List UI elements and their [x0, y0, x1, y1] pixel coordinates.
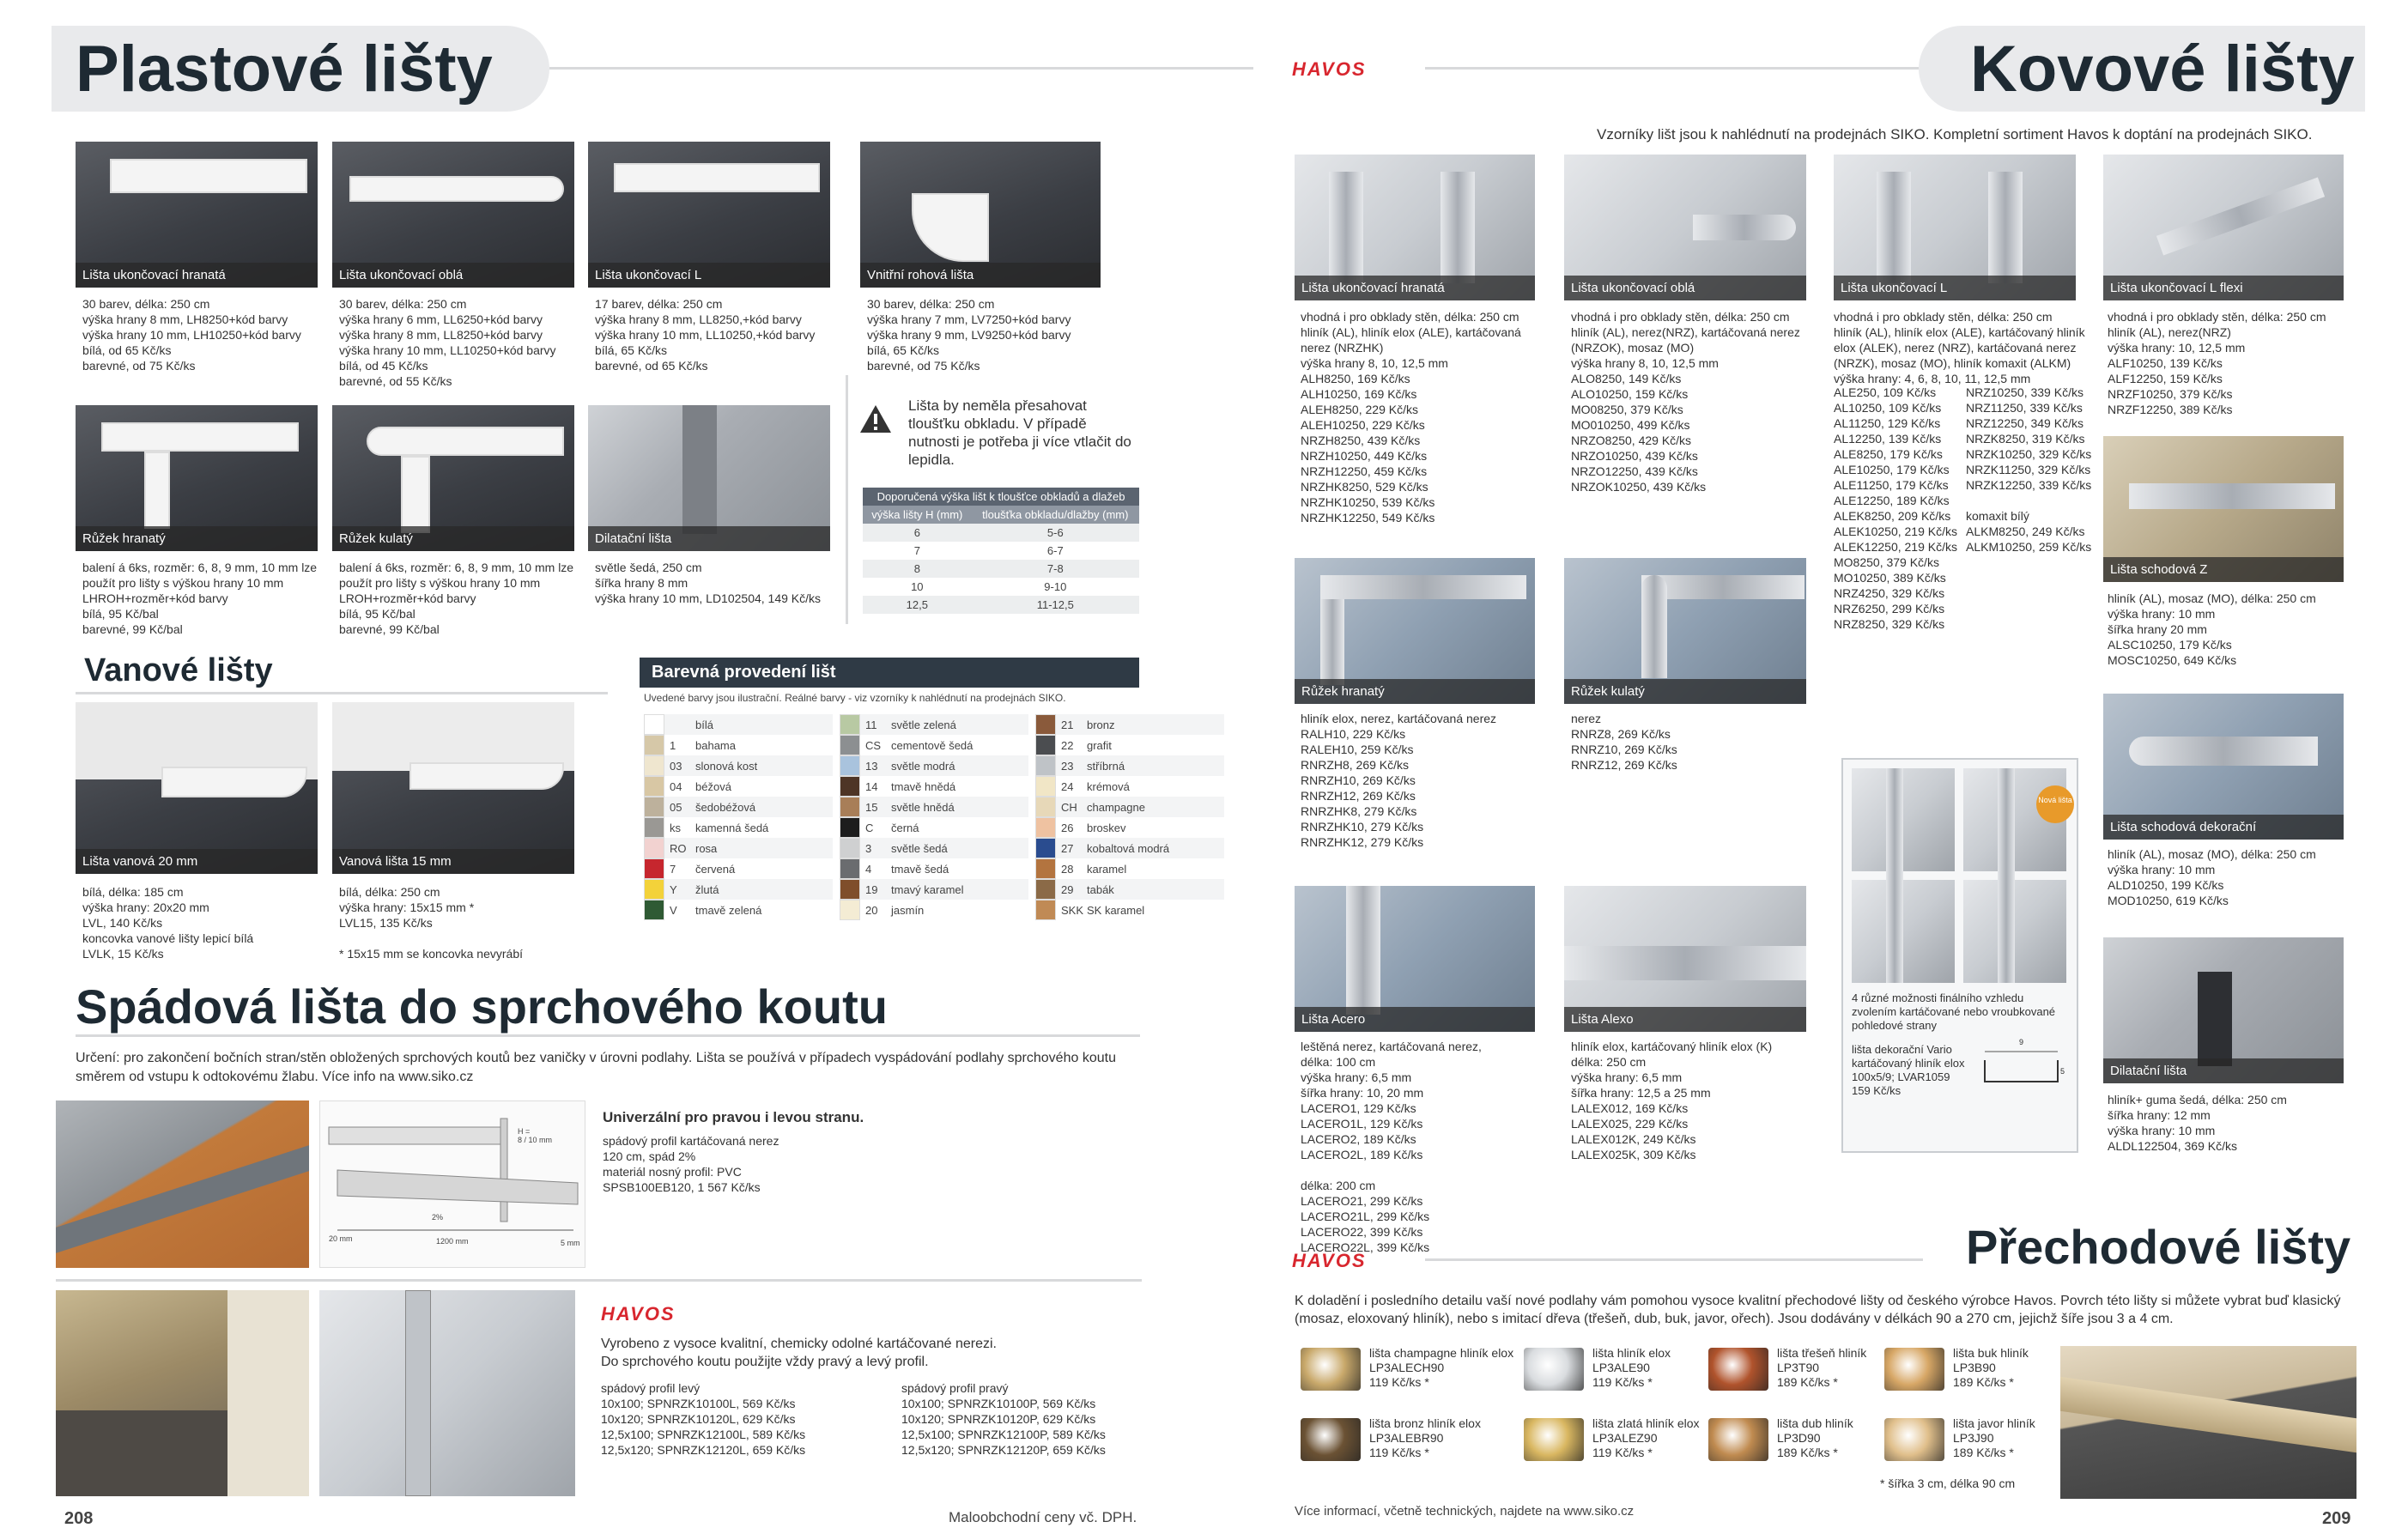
color-swatch — [644, 817, 664, 838]
color-name: tmavě hnědá — [891, 779, 956, 793]
color-cell — [840, 776, 1028, 797]
color-swatch — [644, 838, 664, 858]
color-cell — [1035, 797, 1224, 817]
color-code: 4 — [865, 862, 872, 876]
color-name: cementově šedá — [891, 738, 974, 752]
color-code: 21 — [1061, 718, 1074, 731]
color-code: 13 — [865, 759, 878, 773]
metal-desc-1: vhodná i pro obklady stěn, délka: 250 cm hliník (AL), hliník elox (ALE), kartáčovaná nerez (NRZHK) výška hrany 8, 10, 12,5 mm ALH8250, 169 Kč/ks ALH10250, 169 Kč/ks ALEH8250, 229 Kč/ks ALEH10250, 229 Kč/ks NRZH8250, 439 Kč/ks NRZH10250, 449 Kč/ks NRZH12250, 459 Kč/ks NRZHK8250, 529 Kč/ks NRZHK10250, 539 Kč/ks NRZHK12250, 549 Kč/ks — [1301, 310, 1521, 524]
color-cell — [1035, 735, 1224, 755]
color-swatch — [840, 735, 860, 755]
color-name: tmavý karamel — [891, 882, 964, 896]
rec-cell: 10 — [911, 580, 924, 593]
color-cell — [644, 879, 833, 900]
product-photo-2 — [332, 142, 574, 288]
title-rule — [549, 67, 1253, 70]
metal-photo-7 — [1834, 155, 2076, 300]
diagram-label-a: 20 mm — [329, 1234, 353, 1243]
spadova-diagram — [319, 1100, 585, 1268]
new-badge: Nová lišta — [2036, 785, 2074, 823]
color-cell — [840, 714, 1028, 735]
color-row — [644, 858, 1224, 879]
color-swatch — [840, 797, 860, 817]
spadova-havos-text: Vyrobeno z vysoce kvalitní, chemicky odolné kartáčované nerezi. Do sprchového koutu použijte vždy pravý a levý profil. — [601, 1337, 997, 1369]
transition-swatch — [1884, 1418, 1944, 1461]
prechodove-photo — [2060, 1346, 2356, 1499]
color-swatch — [1035, 714, 1056, 735]
color-name: světle zelená — [891, 718, 956, 731]
product-caption: Růžek hranatý — [76, 526, 318, 551]
spadova-photo-1 — [56, 1100, 309, 1268]
color-name: grafit — [1087, 738, 1112, 752]
color-swatch — [840, 838, 860, 858]
vertical-rule — [846, 375, 848, 624]
prechodove-intro: K doladění i posledního detailu vaší nové podlahy vám pomohou vysoce kvalitní přechodové lišty od českého výrobce Havos. Povrch této lišty si můžete vybrat buď klasický (mosaz, eloxovaný hliník), nebo s imitací dřeva (třešeň, dub, buk, javor, ořech). Jsou dodávány v délkách 90 a 270 cm, jejichž šíře jsou 3 a 4 cm. — [1295, 1294, 2341, 1326]
color-cell — [1035, 755, 1224, 776]
metal-caption: Růžek kulatý — [1564, 679, 1806, 704]
color-cell — [644, 797, 833, 817]
color-code: 05 — [670, 800, 682, 814]
havos-logo-mid: HAVOS — [601, 1303, 676, 1325]
color-cell — [644, 735, 833, 755]
color-code: 15 — [865, 800, 878, 814]
metal-caption: Lišta ukončovací oblá — [1564, 276, 1806, 300]
color-code: RO — [670, 841, 687, 855]
color-code: V — [670, 903, 677, 917]
color-name: stříbrná — [1087, 759, 1125, 773]
color-name: jasmín — [891, 903, 925, 917]
metal-desc-7-list-b: NRZ10250, 339 Kč/ks NRZ11250, 339 Kč/ks NRZ12250, 349 Kč/ks NRZK8250, 319 Kč/ks NRZK10250, 329 Kč/ks NRZK11250, 329 Kč/ks NRZK12250, 339 Kč/ks komaxit bílý ALKM8250, 249 Kč/ks ALKM10250, 259 Kč/ks — [1966, 385, 2092, 554]
metal-caption: Lišta ukončovací L flexi — [2103, 276, 2344, 300]
transition-swatch — [1524, 1418, 1584, 1461]
color-cell — [644, 858, 833, 879]
color-name: světle modrá — [891, 759, 955, 773]
spadova-intro: Určení: pro zakončení bočních stran/stěn obložených sprchových koutů bez vaničky v úrovni podlahy. Lišta se používá v případech vyspádování podlahy sprchového koutu směrem od vstupu k odtokovému žlabu. Více info na www.siko.cz — [76, 1051, 1116, 1084]
metal-photo-10 — [2103, 694, 2344, 840]
color-code: 29 — [1061, 882, 1074, 896]
color-cell — [840, 797, 1028, 817]
color-row — [644, 879, 1224, 900]
rec-cell: 12,5 — [863, 596, 972, 614]
color-row — [644, 735, 1224, 755]
metal-desc-6: hliník elox, kartáčovaný hliník elox (K) délka: 250 cm výška hrany: 6,5 mm šířka hrany: 12,5 a 25 mm LALEX012, 169 Kč/ks LALEX025, 229 Kč/ks LALEX012K, 249 Kč/ks LALEX025K, 309 Kč/ks — [1571, 1040, 1773, 1161]
metal-photo-4 — [1564, 155, 1806, 300]
transition-label: lišta champagne hliník elox LP3ALECH90 119 Kč/ks * — [1369, 1346, 1514, 1389]
vario-dim-w: 9 — [2019, 1038, 2024, 1046]
metal-caption: Lišta Acero — [1295, 1007, 1535, 1032]
color-row — [644, 817, 1224, 838]
prechodove-title: Přechodové lišty — [1966, 1220, 2351, 1274]
color-code: 7 — [670, 862, 676, 876]
rec-table-col1: výška lišty H (mm) — [863, 506, 972, 524]
page-number-left: 208 — [64, 1509, 94, 1528]
color-cell — [1035, 858, 1224, 879]
color-name: žlutá — [695, 882, 719, 896]
color-cell — [840, 879, 1028, 900]
color-swatch — [644, 755, 664, 776]
spadova-universal-text: spádový profil kartáčovaná nerez 120 cm, spád 2% materiál nosný profil: PVC SPSB100EB120, 1 567 Kč/ks — [603, 1134, 779, 1194]
color-swatch — [644, 858, 664, 879]
color-code: 11 — [865, 718, 877, 731]
havos-logo-bottom: HAVOS — [1292, 1250, 1367, 1271]
color-name: slonová kost — [695, 759, 758, 773]
vario-text2: lišta dekorační Vario kartáčovaný hliník elox 100x5/9; LVAR1059 159 Kč/ks — [1852, 1043, 1965, 1097]
transition-swatch — [1708, 1348, 1768, 1391]
color-row — [644, 776, 1224, 797]
color-name: světle šedá — [891, 841, 948, 855]
color-name: černá — [891, 821, 919, 834]
transition-swatch — [1524, 1348, 1584, 1391]
metal-photo-1 — [1295, 155, 1535, 300]
color-cell — [644, 776, 833, 797]
transition-swatch — [1708, 1418, 1768, 1461]
product-caption: Lišta ukončovací oblá — [332, 263, 574, 288]
color-name: krémová — [1087, 779, 1130, 793]
product-desc-2: 30 barev, délka: 250 cm výška hrany 6 mm, LL6250+kód barvy výška hrany 8 mm, LL8250+kód barvy výška hrany 10 mm, LL10250+kód barvy bílá, od 45 Kč/ks barevné, od 55 Kč/ks — [339, 297, 556, 388]
diagram-label-pct: 2% — [432, 1213, 444, 1222]
rec-cell: 9-10 — [1044, 580, 1067, 593]
color-code: CS — [865, 738, 882, 752]
color-row — [644, 797, 1224, 817]
color-code: 04 — [670, 779, 682, 793]
title-rule — [1425, 67, 1919, 70]
color-name: tabák — [1087, 882, 1114, 896]
color-name: tmavě zelená — [695, 903, 762, 917]
color-cell — [644, 817, 833, 838]
rec-cell: 5-6 — [972, 524, 1139, 542]
footer-note-left: Maloobchodní ceny vč. DPH. — [949, 1509, 1137, 1525]
section-rule — [76, 1034, 1140, 1037]
color-name: karamel — [1087, 862, 1127, 876]
colors-title: Barevná provedení lišt — [640, 658, 1139, 688]
color-swatch — [1035, 735, 1056, 755]
color-name: bílá — [695, 718, 713, 731]
color-cell — [1035, 900, 1224, 920]
product-caption: Růžek kulatý — [332, 526, 574, 551]
metal-desc-4: vhodná i pro obklady stěn, délka: 250 cm hliník (AL), nerez(NRZ), kartáčovaná nerez (NRZOK), mosaz (MO) výška hrany 8, 10, 12,5 mm ALO8250, 149 Kč/ks ALO10250, 159 Kč/ks MO08250, 379 Kč/ks MO010250, 499 Kč/ks NRZO8250, 429 Kč/ks NRZO10250, 439 Kč/ks NRZO12250, 439 Kč/ks NRZOK10250, 439 Kč/ks — [1571, 310, 1800, 494]
color-name: tmavě šedá — [891, 862, 949, 876]
metal-desc-3: leštěná nerez, kartáčovaná nerez, délka: 100 cm výška hrany: 6,5 mm šířka hrany: 10, 20 mm LACERO1, 129 Kč/ks LACERO1L, 129 Kč/ks LACERO2, 189 Kč/ks LACERO2L, 189 Kč/ks délka: 200 cm LACERO21, 299 Kč/ks LACERO21L, 299 Kč/ks LACERO22, 399 Kč/ks LACERO22L, 399 Kč/ks — [1301, 1040, 1482, 1254]
color-cell — [1035, 838, 1224, 858]
color-swatch — [1035, 858, 1056, 879]
transition-label: lišta dub hliník LP3D90 189 Kč/ks * — [1777, 1416, 1853, 1459]
metal-caption: Lišta schodová Z — [2103, 557, 2344, 582]
color-code: 03 — [670, 759, 682, 773]
color-code: 24 — [1061, 779, 1074, 793]
color-code: 14 — [865, 779, 878, 793]
color-name: SK karamel — [1087, 903, 1145, 917]
spadova-levy: spádový profil levý 10x100; SPNRZK10100L, 569 Kč/ks 10x120; SPNRZK10120L, 629 Kč/ks 12,5x100; SPNRZK12100L, 589 Kč/ks 12,5x120; SPNRZK12120L, 659 Kč/ks — [601, 1381, 806, 1457]
spadova-pravy: spádový profil pravý 10x100; SPNRZK10100P, 569 Kč/ks 10x120; SPNRZK10120P, 629 Kč/ks 12,5x100; SPNRZK12100P, 589 Kč/ks 12,5x120; SPNRZK12120P, 659 Kč/ks — [901, 1381, 1106, 1457]
color-code: SKK — [1061, 903, 1084, 917]
color-swatch — [644, 879, 664, 900]
color-name: kamenná šedá — [695, 821, 769, 834]
right-intro: Vzorníky lišt jsou k nahlédnutí na prodejnách SIKO. Kompletní sortiment Havos k doptání na prodejnách SIKO. — [1597, 126, 2313, 142]
color-swatch — [840, 776, 860, 797]
warning-text: Lišta by neměla přesahovat tloušťku obkladu. V případě nutnosti je potřeba ji více vtlačit do lepidla. — [908, 397, 1131, 468]
transition-label: lišta buk hliník LP3B90 189 Kč/ks * — [1953, 1346, 2029, 1389]
spadova-universal-title: Univerzální pro pravou i levou stranu. — [603, 1109, 864, 1125]
diagram-label-h: H = 8 / 10 mm — [518, 1127, 553, 1144]
product-caption: Dilatační lišta — [588, 526, 830, 551]
metal-caption: Dilatační lišta — [2103, 1058, 2344, 1083]
product-desc-7: světle šedá, 250 cm šířka hrany 8 mm výška hrany 10 mm, LD102504, 149 Kč/ks — [595, 561, 822, 605]
color-name: červená — [695, 862, 736, 876]
vanova-photo-1 — [76, 702, 318, 874]
color-code: 22 — [1061, 738, 1074, 752]
left-page-title: Plastové lišty — [52, 26, 549, 112]
metal-caption: Lišta ukončovací L — [1834, 276, 2076, 300]
product-photo-7 — [588, 405, 830, 551]
color-cell — [644, 714, 833, 735]
metal-caption: Lišta Alexo — [1564, 1007, 1806, 1032]
vanova-caption: Lišta vanová 20 mm — [76, 849, 318, 874]
color-cell — [1035, 879, 1224, 900]
spadova-photo-3 — [319, 1290, 575, 1496]
color-code: Y — [670, 882, 677, 896]
transition-swatch — [1301, 1418, 1361, 1461]
product-desc-5: balení á 6ks, rozměr: 6, 8, 9 mm, 10 mm lze použít pro lišty s výškou hrany 10 mm LHROH+rozměr+kód barvy bílá, 95 Kč/bal barevné, 99 Kč/bal — [82, 561, 318, 636]
metal-photo-5 — [1564, 558, 1806, 704]
color-cell — [840, 858, 1028, 879]
color-code: CH — [1061, 800, 1077, 814]
metal-desc-5: nerez RNRZ8, 269 Kč/ks RNRZ10, 269 Kč/ks RNRZ12, 269 Kč/ks — [1571, 712, 1677, 772]
color-cell — [1035, 776, 1224, 797]
color-swatch — [1035, 776, 1056, 797]
color-swatch — [1035, 755, 1056, 776]
color-cell — [840, 735, 1028, 755]
color-swatch — [1035, 900, 1056, 920]
footer-note-right: Více informací, včetně technických, najdete na www.siko.cz — [1295, 1504, 1635, 1519]
color-code: 28 — [1061, 862, 1074, 876]
diagram-label-width: 1200 mm — [436, 1237, 469, 1246]
transition-label: lišta zlatá hliník elox LP3ALEZ90 119 Kč/ks * — [1592, 1416, 1700, 1459]
metal-desc-9: hliník (AL), mosaz (MO), délka: 250 cm výška hrany: 10 mm šířka hrany 20 mm ALSC10250, 179 Kč/ks MOSC10250, 649 Kč/ks — [2108, 591, 2316, 667]
rec-cell: 7-8 — [972, 560, 1139, 578]
color-cell — [1035, 714, 1224, 735]
spadova-photo-2 — [56, 1290, 309, 1496]
color-swatch — [840, 879, 860, 900]
warning-icon — [858, 403, 893, 434]
color-swatch — [840, 714, 860, 735]
section-rule — [76, 692, 608, 694]
color-name: champagne — [1087, 800, 1145, 814]
color-cell — [840, 755, 1028, 776]
metal-caption: Lišta ukončovací hranatá — [1295, 276, 1535, 300]
colors-note: Uvedené barvy jsou ilustrační. Reálné barvy - viz vzorníky k nahlédnutí na prodejnách SIKO. — [644, 692, 1066, 704]
color-row — [644, 714, 1224, 735]
diagram-label-b: 5 mm — [561, 1239, 580, 1247]
product-photo-1 — [76, 142, 318, 288]
metal-desc-7a: vhodná i pro obklady stěn, délka: 250 cm hliník (AL), hliník elox (ALE), kartáčovaný hliník elox (ALEK), nerez (NRZ), kartáčovaná nerez (NRZK), mosaz (MO), hliník komaxit (ALKM) výška hrany: 4, 6, 8, 10, 11, 12,5 mm — [1834, 310, 2085, 385]
rec-cell: 6 — [863, 524, 972, 542]
vario-dim-h: 5 — [2060, 1067, 2065, 1076]
color-name: bahama — [695, 738, 736, 752]
product-desc-4: 30 barev, délka: 250 cm výška hrany 7 mm, LV7250+kód barvy výška hrany 9 mm, LV9250+kód barvy bílá, 65 Kč/ks barevné, od 75 Kč/ks — [867, 297, 1071, 373]
color-name: šedobéžová — [695, 800, 756, 814]
color-name: kobaltová modrá — [1087, 841, 1170, 855]
vanova-desc-1: bílá, délka: 185 cm výška hrany: 20x20 mm LVL, 140 Kč/ks koncovka vanové lišty lepicí bílá LVLK, 15 Kč/ks — [82, 885, 254, 961]
color-swatch — [840, 755, 860, 776]
color-cell — [840, 817, 1028, 838]
color-cell — [644, 900, 833, 920]
metal-photo-3 — [1295, 886, 1535, 1032]
color-swatch-grid — [644, 714, 1224, 920]
product-photo-5 — [76, 405, 318, 551]
metal-photo-11 — [2103, 937, 2344, 1083]
transition-label: lišta bronz hliník elox LP3ALEBR90 119 Kč/ks * — [1369, 1416, 1481, 1459]
color-code: 27 — [1061, 841, 1074, 855]
metal-caption: Lišta schodová dekorační — [2103, 815, 2344, 840]
color-name: bronz — [1087, 718, 1115, 731]
vario-profile-diagram — [1980, 1034, 2066, 1094]
right-page-title: Kovové lišty — [1919, 26, 2365, 112]
havos-logo-top: HAVOS — [1292, 58, 1367, 80]
page-number-right: 209 — [2322, 1509, 2351, 1528]
color-cell — [644, 755, 833, 776]
product-caption: Lišta ukončovací L — [588, 263, 830, 288]
color-code: 1 — [670, 738, 676, 752]
metal-photo-6 — [1564, 886, 1806, 1032]
vanove-title: Vanové lišty — [84, 652, 273, 688]
section-rule — [56, 1279, 1142, 1282]
product-photo-3 — [588, 142, 830, 288]
product-photo-4 — [860, 142, 1101, 288]
vario-box — [1841, 758, 2078, 1153]
product-photo-6 — [332, 405, 574, 551]
color-code: 20 — [865, 903, 878, 917]
transition-label: lišta hliník elox LP3ALE90 119 Kč/ks * — [1592, 1346, 1671, 1389]
color-swatch — [1035, 838, 1056, 858]
color-cell — [840, 900, 1028, 920]
vanova-desc-2: bílá, délka: 250 cm výška hrany: 15x15 mm * LVL15, 135 Kč/ks * 15x15 mm se koncovka nevyrábí — [339, 885, 523, 961]
spadova-title: Spádová lišta do sprchového koutu — [76, 979, 888, 1034]
color-swatch — [644, 900, 664, 920]
rec-table-title: Doporučená výška lišt k tloušťce obkladů a dlažeb — [863, 488, 1139, 506]
product-desc-3: 17 barev, délka: 250 cm výška hrany 8 mm, LL8250,+kód barvy výška hrany 10 mm, LL10250,+kód barvy bílá, 65 Kč/ks barevné, od 65 Kč/ks — [595, 297, 816, 373]
transition-label: lišta třešeň hliník LP3T90 189 Kč/ks * — [1777, 1346, 1867, 1389]
color-swatch — [644, 776, 664, 797]
color-row — [644, 838, 1224, 858]
rec-cell: 11-12,5 — [972, 596, 1139, 614]
metal-caption: Růžek hranatý — [1295, 679, 1535, 704]
metal-desc-10: hliník (AL), mosaz (MO), délka: 250 cm výška hrany: 10 mm ALD10250, 199 Kč/ks MOD10250, 619 Kč/ks — [2108, 847, 2316, 907]
metal-desc-8: vhodná i pro obklady stěn, délka: 250 cm hliník (AL), nerez(NRZ) výška hrany: 10, 12,5 mm ALF10250, 139 Kč/ks ALF12250, 159 Kč/ks NRZF10250, 379 Kč/ks NRZF12250, 389 Kč/ks — [2108, 310, 2326, 416]
color-swatch — [1035, 879, 1056, 900]
section-rule — [1425, 1258, 1923, 1261]
color-swatch — [840, 817, 860, 838]
metal-desc-2: hliník elox, nerez, kartáčovaná nerez RALH10, 229 Kč/ks RALEH10, 259 Kč/ks RNRZH8, 269 Kč/ks RNRZH10, 269 Kč/ks RNRZH12, 269 Kč/ks RNRZHK8, 279 Kč/ks RNRZHK10, 279 Kč/ks RNRZHK12, 279 Kč/ks — [1301, 712, 1497, 849]
transition-swatch — [1884, 1348, 1944, 1391]
product-desc-6: balení á 6ks, rozměr: 6, 8, 9 mm, 10 mm lze použít pro lišty s výškou hrany 10 mm LROH+rozměr+kód barvy bílá, 95 Kč/bal barevné, 99 Kč/bal — [339, 561, 574, 636]
metal-desc-11: hliník+ guma šedá, délka: 250 cm šířka hrany: 12 mm výška hrany: 10 mm ALDL122504, 369 Kč/ks — [2108, 1093, 2287, 1153]
color-code: C — [865, 821, 874, 834]
color-swatch — [840, 858, 860, 879]
recommended-height-table — [863, 488, 1139, 614]
color-row — [644, 755, 1224, 776]
color-code: 26 — [1061, 821, 1074, 834]
color-name: rosa — [695, 841, 718, 855]
transition-swatch — [1301, 1348, 1361, 1391]
vanova-caption: Vanová lišta 15 mm — [332, 849, 574, 874]
product-caption: Lišta ukončovací hranatá — [76, 263, 318, 288]
rec-cell: 6-7 — [1046, 544, 1064, 557]
color-cell — [1035, 817, 1224, 838]
color-code: ks — [670, 821, 681, 834]
color-swatch — [644, 714, 664, 735]
metal-photo-2 — [1295, 558, 1535, 704]
color-swatch — [644, 797, 664, 817]
color-swatch — [1035, 797, 1056, 817]
product-desc-1: 30 barev, délka: 250 cm výška hrany 8 mm, LH8250+kód barvy výška hrany 10 mm, LH10250+kód barvy bílá, od 65 Kč/ks barevné, od 75 Kč/ks — [82, 297, 301, 373]
vanova-photo-2 — [332, 702, 574, 874]
color-cell — [644, 838, 833, 858]
color-swatch — [840, 900, 860, 920]
metal-photo-9 — [2103, 436, 2344, 582]
metal-photo-8 — [2103, 155, 2344, 300]
prechodove-note: * šířka 3 cm, délka 90 cm — [1880, 1476, 2016, 1490]
color-name: broskev — [1087, 821, 1126, 834]
color-row — [644, 900, 1224, 920]
color-cell — [840, 838, 1028, 858]
rec-table-col2: tloušťka obkladu/dlažby (mm) — [972, 506, 1139, 524]
rec-cell: 8 — [863, 560, 972, 578]
color-swatch — [644, 735, 664, 755]
color-name: světle hnědá — [891, 800, 955, 814]
color-code: 23 — [1061, 759, 1074, 773]
transition-label: lišta javor hliník LP3J90 189 Kč/ks * — [1953, 1416, 2035, 1459]
product-caption: Vnitřní rohová lišta — [860, 263, 1101, 288]
metal-desc-7-list-a: ALE250, 109 Kč/ks AL10250, 109 Kč/ks AL11250, 129 Kč/ks AL12250, 139 Kč/ks ALE8250, 179 Kč/ks ALE10250, 179 Kč/ks ALE11250, 179 Kč/ks ALE12250, 189 Kč/ks ALEK8250, 209 Kč/ks ALEK10250, 219 Kč/ks ALEK12250, 219 Kč/ks MO8250, 379 Kč/ks MO10250, 389 Kč/ks NRZ4250, 329 Kč/ks NRZ6250, 299 Kč/ks NRZ8250, 329 Kč/ks — [1834, 385, 1957, 631]
color-swatch — [1035, 817, 1056, 838]
color-code: 19 — [865, 882, 878, 896]
rec-cell: 7 — [913, 544, 920, 557]
color-code: 3 — [865, 841, 872, 855]
color-name: béžová — [695, 779, 731, 793]
vario-text: 4 různé možnosti finálního vzhledu zvolením kartáčované nebo vroubkované pohledové strany — [1852, 991, 2056, 1032]
